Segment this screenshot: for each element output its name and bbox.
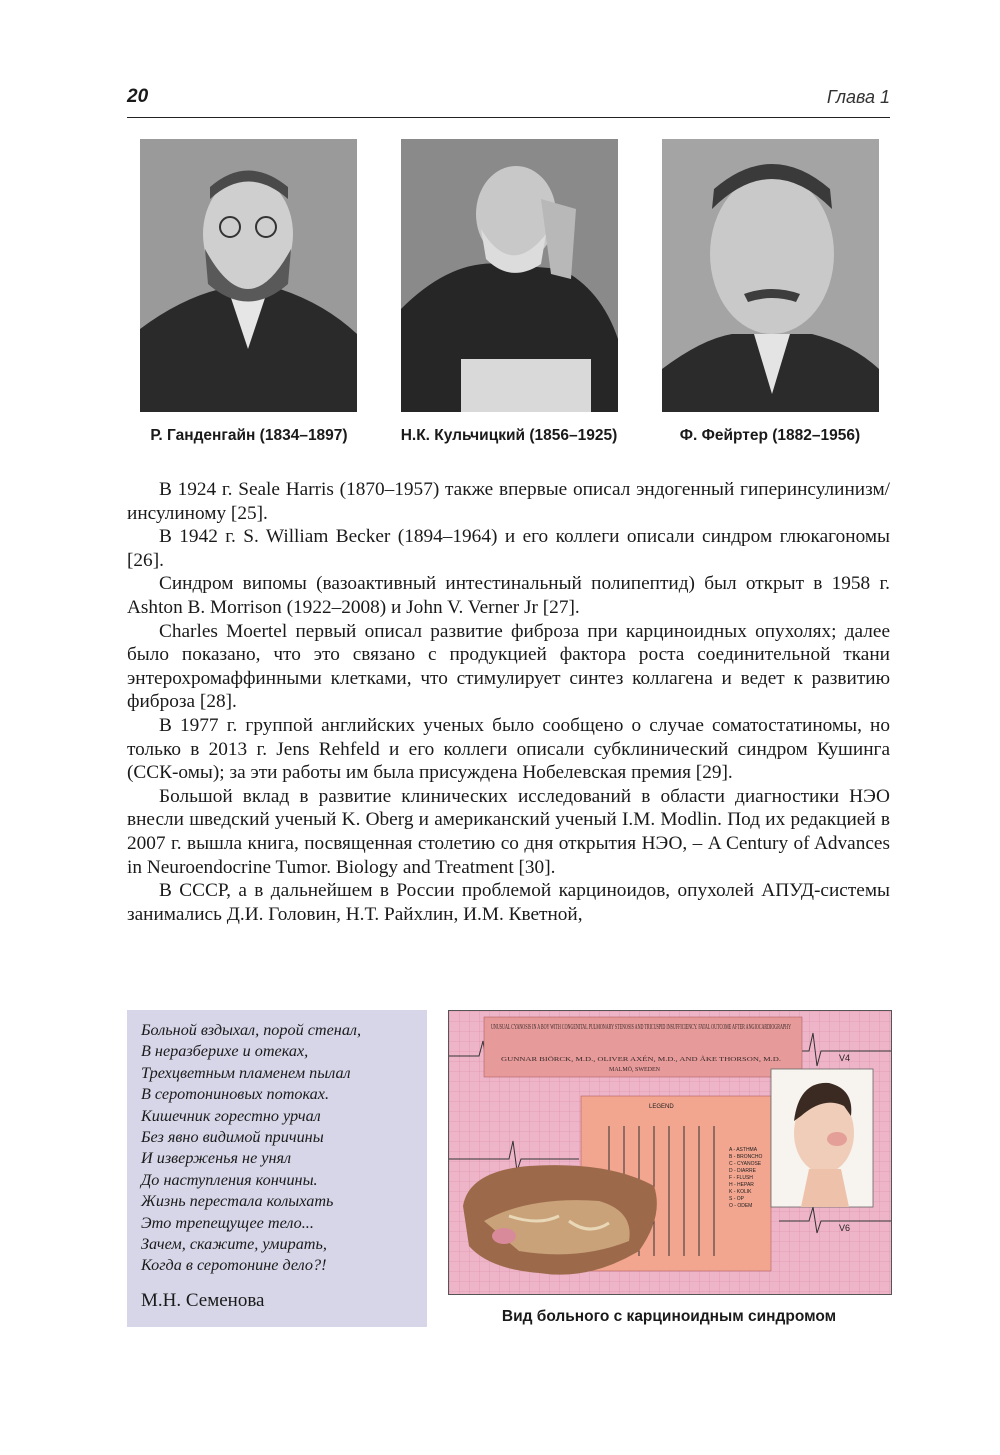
paragraph: Charles Moertel первый описал развитие фиброза при карциноидных опухолях; далее было показано, что это связано с продукцией фактора роста соединительной ткани энтерохромаффинными клетками, что стимулирует синтез коллагена и ведет к развитию фиброза [28].	[127, 620, 890, 713]
poem-line: Когда в серотонине дело?!	[141, 1256, 327, 1275]
patient-cheek	[827, 1132, 847, 1146]
paragraph: Большой вклад в развитие клинических исследований в области диагностики НЭО внесли шведский ученый K. Oberg и американский ученый I.M. Modlin. Под их редакцией в 2007 г. вышла книга, посвященная столетию со дня открытия НЭО, – A Century of Advances in Neuroendocrine Tumor. Biology and Treatment [30].	[127, 785, 890, 878]
poem-author: М.Н. Семенова	[141, 1290, 265, 1311]
legend-item: C - CYANOSE	[729, 1161, 762, 1167]
poem-line: Зачем, скажите, умирать,	[141, 1235, 327, 1254]
body-text	[127, 478, 890, 926]
page-number: 20	[127, 86, 149, 107]
paragraph: В 1924 г. Seale Harris (1870–1957) также впервые описал эндогенный гиперинсулинизм/инсулиному [25].	[127, 479, 890, 524]
poem-line: В серотониновых потоках.	[141, 1085, 329, 1104]
portrait-feyrter	[662, 139, 879, 412]
portrait-kulchitsky	[401, 139, 618, 412]
figure-caption: Вид больного с карциноидным синдромом	[501, 1308, 837, 1325]
ecg-label-v6: V6	[839, 1223, 851, 1233]
article-authors: GUNNAR BIÖRCK, M.D., OLIVER AXÉN, M.D., AND ÅKE THORSON, M.D.	[501, 1057, 700, 1063]
poem-line: Жизнь перестала колыхать	[141, 1192, 334, 1211]
portrait-caption-feyrter: Ф. Фейртер (1882–1956)	[679, 427, 861, 444]
poem-box	[127, 1010, 427, 1327]
ecg-label-v4: V4	[839, 1053, 851, 1063]
legend-item: B - BRONCHO	[729, 1154, 763, 1160]
portrait-heidenhain	[140, 139, 357, 412]
paragraph: В 1942 г. S. William Becker (1894–1964) и его коллеги описали синдром глюкагономы [26].	[127, 526, 890, 571]
poem-lines	[141, 1020, 361, 1277]
header-rule	[127, 117, 890, 118]
legend-item: A - ASTHMA	[729, 1147, 758, 1153]
legend-item: K - KOLIK	[729, 1189, 752, 1195]
chapter-label: Глава 1	[826, 87, 890, 107]
poem-line: В неразберихе и отеках,	[141, 1042, 309, 1061]
poem-line: Больной вздыхал, порой стенал,	[141, 1021, 362, 1039]
poem-line: Это трепещущее тело...	[141, 1213, 314, 1232]
legend-item: F - FLUSH	[729, 1175, 753, 1181]
paragraph: В 1977 г. группой английских ученых было сообщено о случае соматостатиномы, но только в 2013 г. Jens Rehfeld и его коллеги описали субклинический синдром Кушинга (ССК-омы); за эти работы им была присуждена Нобелевская премия [29].	[127, 714, 890, 784]
paragraph: Синдром випомы (вазоактивный интестинальный полипептид) был открыт в 1958 г. Ashton B. Morrison (1922–2008) и John V. Verner Jr [27].	[127, 573, 890, 618]
legend-title: LEGEND	[649, 1104, 674, 1110]
legend-item: S - OP	[729, 1196, 745, 1202]
carcinoid-figure	[448, 1010, 892, 1295]
article-location: MALMÖ, SWEDEN	[609, 1067, 660, 1073]
legend-item: H - HEPAR	[729, 1182, 754, 1188]
figure-collage	[449, 1011, 891, 1294]
poem-line: Без явно видимой причины	[141, 1128, 324, 1147]
paragraph: В СССР, а в дальнейшем в России проблемой карциноидов, опухолей АПУД-системы занимались Д.И. Головин, Н.Т. Райхлин, И.М. Кветной,	[127, 880, 890, 925]
poem-line: Трехцветным пламенем пылал	[141, 1063, 351, 1082]
portrait-caption-heidenhain: Р. Гандeнгайн (1834–1897)	[150, 427, 348, 444]
legend-item: D - DIARRE	[729, 1168, 756, 1174]
poem-line: До наступления кончины.	[141, 1170, 318, 1189]
poem-line: И изверженья не унял	[141, 1149, 292, 1168]
poem-line: Кишечник горестно урчал	[141, 1106, 321, 1125]
portrait-caption-kulchitsky: Н.К. Кульчицкий (1856–1925)	[400, 427, 618, 444]
article-title: UNUSUAL CYANOSIS IN A BOY WITH CONGENITAL PULMONARY STENOSIS AND TRICUSPID INSUFFICIENCY. FATAL OUTCOME AFTER ANGIOCARDIOGRAPHY	[491, 1024, 792, 1031]
legend-item: O - ODEM	[729, 1203, 753, 1209]
patient-neck	[801, 1169, 849, 1207]
